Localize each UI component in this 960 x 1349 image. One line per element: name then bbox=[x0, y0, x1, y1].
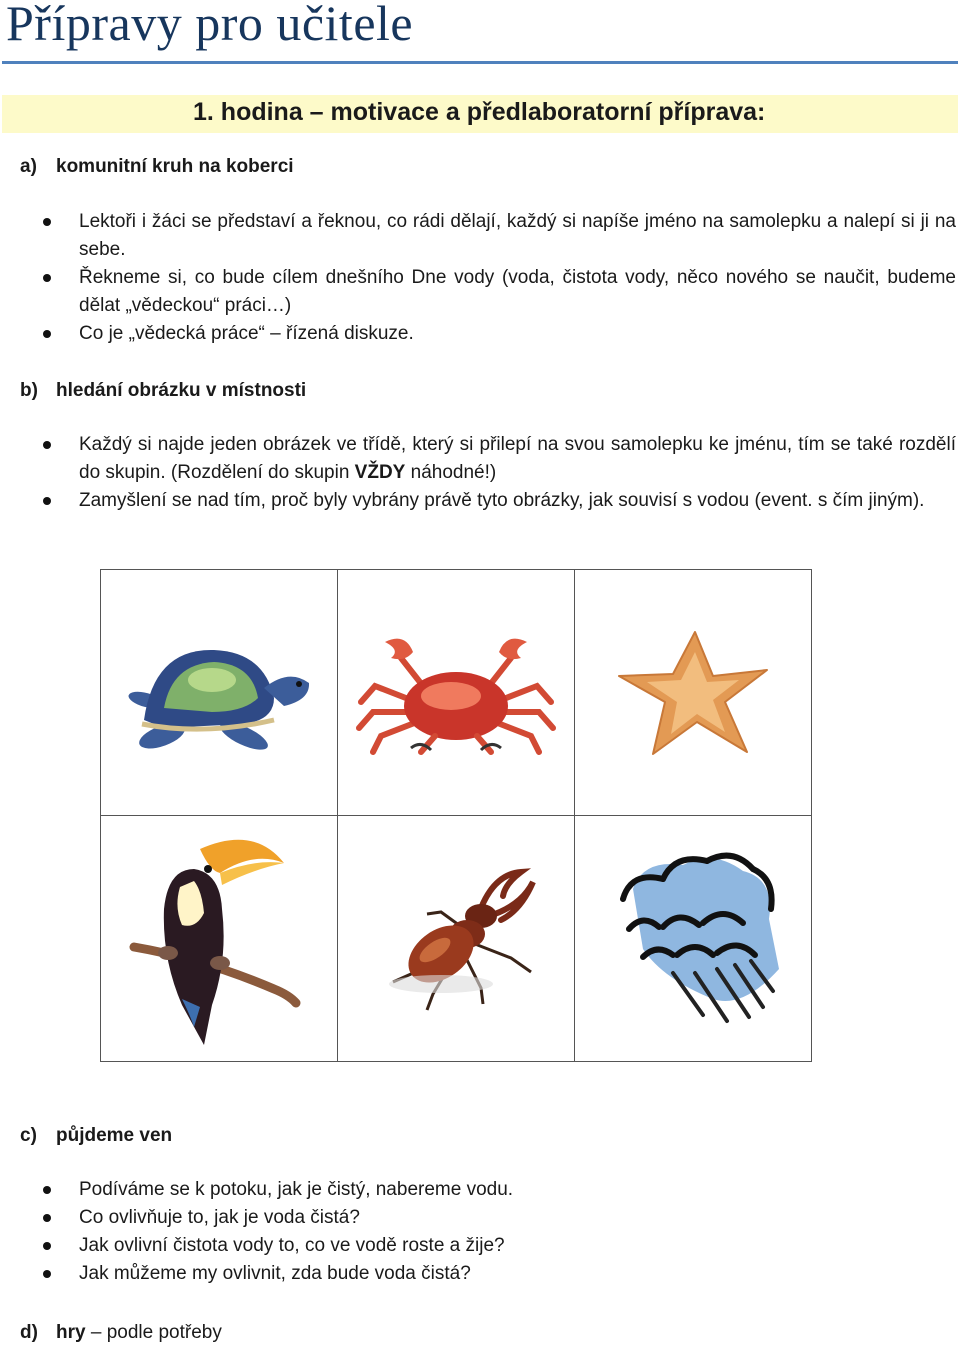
stag-beetle-icon bbox=[371, 864, 541, 1014]
section-b-heading bbox=[20, 380, 306, 402]
section-b-title: hledání obrázku v místnosti bbox=[56, 380, 307, 401]
list-item: Podíváme se k potoku, jak je čistý, nabereme vodu. bbox=[40, 1176, 956, 1204]
section-b-list bbox=[40, 431, 956, 515]
section-c-heading bbox=[20, 1125, 172, 1147]
bullet-icon bbox=[43, 330, 51, 338]
bullet-icon bbox=[43, 218, 51, 226]
bullet-icon bbox=[43, 274, 51, 282]
list-item: Jak můžeme my ovlivnit, zda bude voda čistá? bbox=[40, 1260, 956, 1288]
section-d-heading bbox=[20, 1322, 222, 1344]
starfish-icon bbox=[613, 628, 773, 758]
bullet-icon bbox=[43, 1186, 51, 1194]
section-c-list bbox=[40, 1176, 956, 1288]
lesson-heading: 1. hodina – motivace a předlaboratorní příprava: bbox=[193, 98, 766, 126]
section-c-title: půjdeme ven bbox=[56, 1125, 173, 1146]
picture-grid bbox=[100, 569, 812, 1062]
bullet-icon bbox=[43, 1214, 51, 1222]
crab-icon bbox=[351, 628, 561, 758]
section-d-rest: – podle potřeby bbox=[85, 1322, 222, 1343]
section-d-title: hry bbox=[56, 1322, 86, 1343]
list-item: Co je „vědecká práce“ – řízená diskuze. bbox=[40, 320, 956, 348]
list-item: Co ovlivňuje to, jak je voda čistá? bbox=[40, 1204, 956, 1232]
picture-cell bbox=[575, 570, 812, 816]
picture-cell bbox=[338, 816, 575, 1062]
section-b-letter: b) bbox=[20, 380, 38, 401]
section-d-letter: d) bbox=[20, 1322, 38, 1343]
list-item: Každý si najde jeden obrázek ve třídě, který si přilepí na svou samolepku ke jménu, tím se také rozdělí do skupin. (Rozdělení do skupin VŽDY náhodné!) bbox=[40, 431, 956, 487]
section-c-letter: c) bbox=[20, 1125, 37, 1146]
rain-cloud-icon bbox=[603, 839, 783, 1039]
bullet-icon bbox=[43, 441, 51, 449]
picture-cell bbox=[338, 570, 575, 816]
page-title: Přípravy pro učitele bbox=[6, 0, 414, 51]
list-item: Zamyšlení se nad tím, proč byly vybrány právě tyto obrázky, jak souvisí s vodou (event. s čím jiným). bbox=[40, 487, 956, 515]
picture-cell bbox=[101, 570, 338, 816]
turtle-icon bbox=[124, 628, 314, 758]
section-a-letter: a) bbox=[20, 156, 37, 177]
picture-cell bbox=[101, 816, 338, 1062]
list-item: Lektoři i žáci se představí a řeknou, co rádi dělají, každý si napíše jméno na samolepku a nalepí si ji na sebe. bbox=[40, 208, 956, 264]
list-item: Jak ovlivní čistota vody to, co ve vodě roste a žije? bbox=[40, 1232, 956, 1260]
title-divider bbox=[2, 61, 958, 64]
bullet-icon bbox=[43, 1242, 51, 1250]
section-a-heading bbox=[20, 156, 294, 178]
section-a-title: komunitní kruh na koberci bbox=[56, 156, 294, 177]
picture-cell bbox=[575, 816, 812, 1062]
bullet-icon bbox=[43, 1270, 51, 1278]
emphasis-text: VŽDY bbox=[354, 462, 406, 483]
section-a-list bbox=[40, 208, 956, 348]
toucan-icon bbox=[124, 829, 314, 1049]
bullet-icon bbox=[43, 497, 51, 505]
list-item: Řekneme si, co bude cílem dnešního Dne vody (voda, čistota vody, něco nového se naučit, budeme dělat „vědeckou“ práci…) bbox=[40, 264, 956, 320]
